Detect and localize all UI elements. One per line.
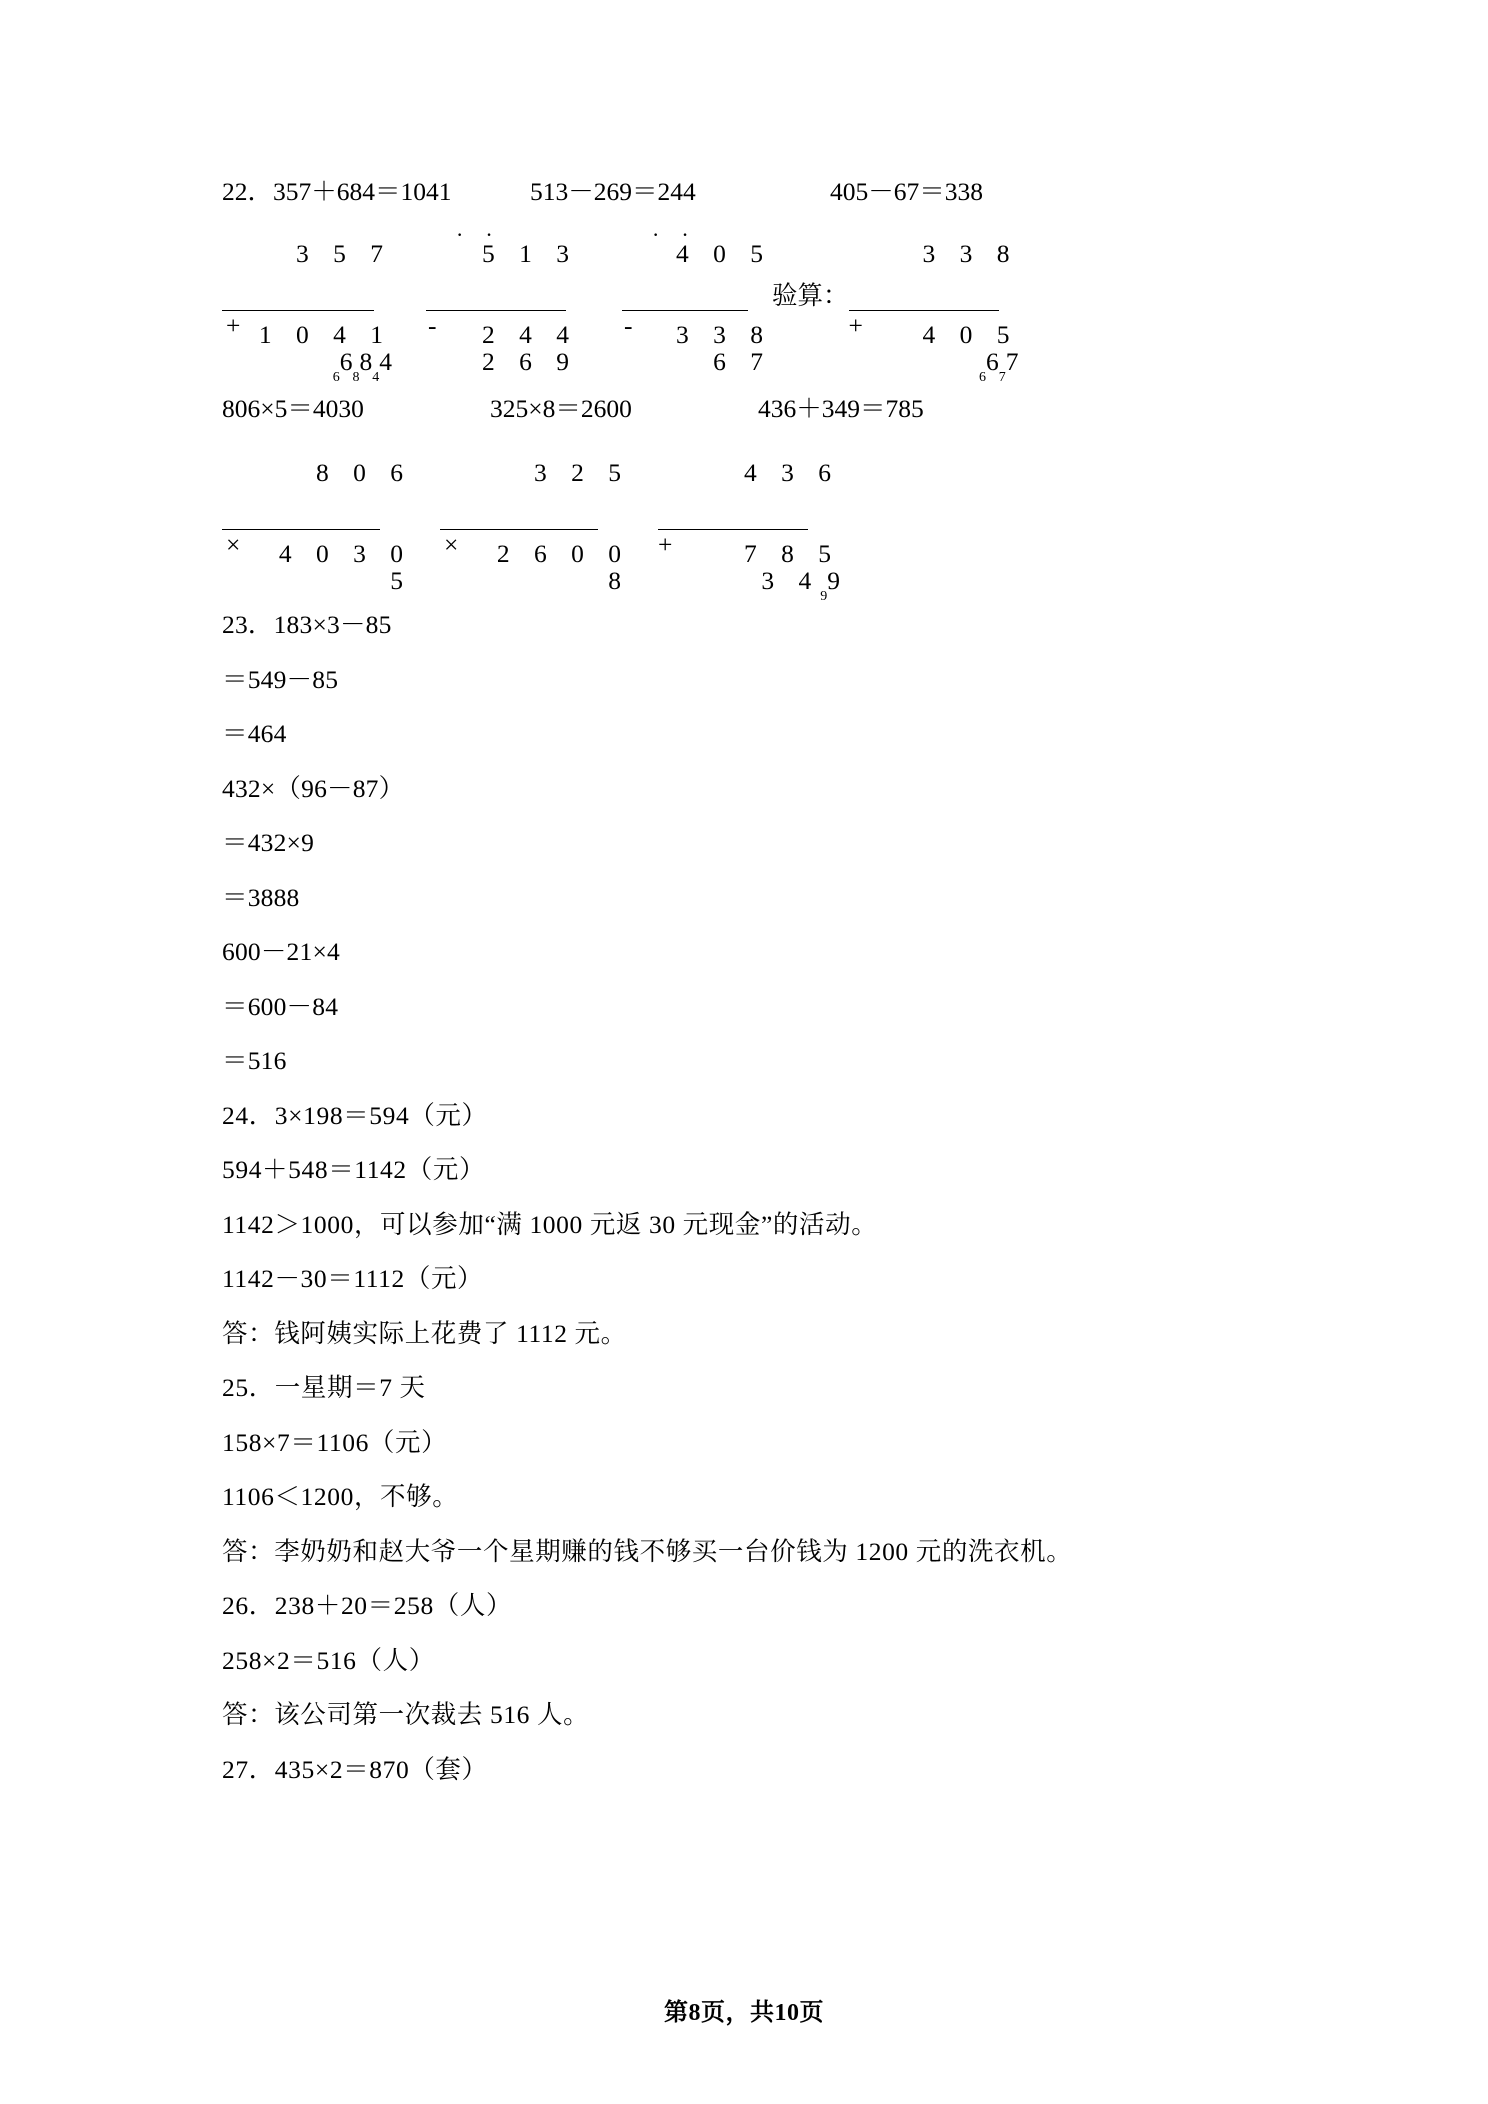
q23-line-1: 23．183×3－85 bbox=[222, 610, 392, 639]
cm3-top: 4 3 6 bbox=[744, 458, 840, 487]
cm2-op: × bbox=[444, 530, 459, 560]
q24-line-3: 1142＞1000，可以参加“满 1000 元返 30 元现金”的活动。 bbox=[222, 1209, 878, 1239]
q25-line-4: 答：李奶奶和赵大爷一个星期赚的钱不够买一台价钱为 1200 元的洗衣机。 bbox=[222, 1536, 1073, 1566]
cs1-carry1: 6 bbox=[332, 369, 340, 385]
q23-line-9: ＝516 bbox=[222, 1046, 287, 1075]
cm3-carry: 9 bbox=[820, 588, 828, 604]
cs4-carry2: 7 bbox=[998, 369, 1006, 385]
q23-line-8: ＝600－84 bbox=[222, 991, 339, 1021]
cs2-borrow-dots: ·· bbox=[456, 222, 515, 247]
cs2-result: 2 4 4 bbox=[482, 320, 578, 349]
q27-block bbox=[222, 1754, 1282, 1784]
cs2-top: 5 1 3 bbox=[482, 239, 578, 268]
cs2-op: - bbox=[428, 311, 437, 341]
cs3-op: - bbox=[624, 311, 633, 341]
cs4-result: 4 0 5 bbox=[922, 320, 1019, 349]
cm2-top: 3 2 5 bbox=[534, 458, 630, 487]
cm1-result: 4 0 3 0 bbox=[278, 539, 412, 568]
q26-line-3: 答：该公司第一次裁去 516 人。 bbox=[222, 1700, 590, 1729]
q23-line-3: ＝464 bbox=[222, 719, 287, 748]
q22-eq-f: 436＋349＝785 bbox=[758, 394, 924, 423]
cs1-sum: 1 0 4 1 bbox=[258, 320, 392, 349]
q24-line-5: 答：钱阿姨实际上花费了 1112 元。 bbox=[222, 1318, 627, 1348]
cm3-op: + bbox=[658, 530, 673, 560]
column-sub-405-67 bbox=[616, 222, 772, 377]
q26-line-1: 26．238＋20＝258（人） bbox=[222, 1591, 513, 1620]
page-footer: 第8页，共10页 bbox=[664, 2000, 824, 2026]
column-sum-338-67-verify: 3 3 8 + $_66_77$ 4 0 5 bbox=[848, 239, 1019, 385]
cm2-bottom: 8 bbox=[608, 566, 630, 596]
q23-line-2: ＝549－85 bbox=[222, 664, 339, 694]
q22-eq-b: 513－269＝244 bbox=[530, 177, 696, 206]
q23-line-7: 600－21×4 bbox=[222, 937, 340, 966]
cs4-top: 3 3 8 bbox=[922, 239, 1019, 268]
q26-line-2: 258×2＝516（人） bbox=[222, 1645, 435, 1675]
q25-line-1: 25．一星期＝7 天 bbox=[222, 1373, 426, 1402]
cm1-top: 8 0 6 bbox=[316, 458, 412, 487]
q22-vertical-group-2 bbox=[222, 455, 1282, 604]
q24-line-2: 594＋548＝1142（元） bbox=[222, 1155, 486, 1184]
cs3-borrow-dots: ·· bbox=[652, 222, 711, 247]
column-mul-325-8 bbox=[440, 455, 658, 596]
cm2-result: 2 6 0 0 bbox=[496, 539, 630, 568]
cs4-op: + bbox=[848, 311, 863, 341]
q22-eq-a: 22．357＋684＝1041 bbox=[222, 177, 452, 206]
q22-header-row bbox=[222, 172, 1282, 208]
cm1-op: × bbox=[226, 530, 241, 560]
cs4-carry1: 6 bbox=[979, 369, 987, 385]
q23-line-6: ＝3888 bbox=[222, 882, 300, 912]
cm1-bottom: 5 bbox=[390, 566, 412, 596]
q24-block bbox=[222, 1100, 1282, 1348]
column-mul-806-5 bbox=[222, 455, 440, 596]
column-sum-436-349: 4 3 6 + 3 $4_99$ 7 8 5 bbox=[658, 458, 840, 604]
cs3-bottom: 6 7 bbox=[713, 347, 772, 377]
cs1-op: + bbox=[226, 311, 241, 341]
column-sum-357-684: 3 5 7 + $_66_88_44$ 1 0 4 1 bbox=[222, 236, 418, 353]
cs1-carry3: 4 bbox=[372, 369, 380, 385]
q22-vertical-group-1 bbox=[222, 222, 1282, 385]
q24-line-4: 1142－30＝1112（元） bbox=[222, 1264, 484, 1293]
q25-block bbox=[222, 1375, 1282, 1564]
q23-block bbox=[222, 612, 1282, 1074]
q24-line-1: 24．3×198＝594（元） bbox=[222, 1100, 488, 1130]
cs1-carry2: 8 bbox=[352, 369, 360, 385]
cs3-result: 3 3 8 bbox=[676, 320, 772, 349]
q27-line-1: 27．435×2＝870（套） bbox=[222, 1754, 488, 1784]
q26-block bbox=[222, 1593, 1282, 1728]
q25-line-2: 158×7＝1106（元） bbox=[222, 1427, 448, 1457]
q22-eq-d: 806×5＝4030 bbox=[222, 394, 364, 423]
column-sub-513-269 bbox=[418, 222, 616, 377]
cs3-top: 4 0 5 bbox=[676, 239, 772, 268]
q22-eq-c: 405－67＝338 bbox=[830, 177, 984, 206]
page-content bbox=[222, 172, 1282, 1811]
q23-line-4: 432×（96－87） bbox=[222, 773, 405, 803]
cs1-top: 3 5 7 bbox=[296, 239, 392, 268]
verify-label: 验算： bbox=[772, 281, 849, 310]
cm3-result: 7 8 5 bbox=[744, 539, 840, 568]
cm3-bottom-a: 3 4 bbox=[761, 566, 821, 596]
q23-line-5: ＝432×9 bbox=[222, 828, 315, 857]
q22-eq-e: 325×8＝2600 bbox=[490, 394, 632, 423]
q25-line-3: 1106＜1200，不够。 bbox=[222, 1482, 459, 1511]
cs2-bottom: 2 6 9 bbox=[482, 347, 578, 377]
